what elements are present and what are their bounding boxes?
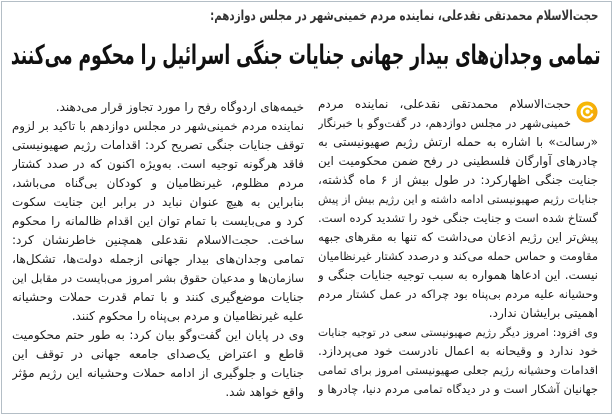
- body-line: وی افزود: امروز دیگر رژیم صهیونیستی سعی در توجیه جنایات: [318, 326, 598, 339]
- body-line: فاقد هرگونه توجیه است. به‌ویژه اکنون که در صدد کشتار: [12, 157, 304, 171]
- body-line: جنایات موضع‌گیری کنند و با تمام قدرت حملات وحشیانه: [12, 290, 304, 304]
- body-line: جنایات و جلوگیری از ادامه حملات وحشیانه این رژیم مؤثر: [12, 366, 304, 380]
- body-line: پیش‌تر این رژیم اذعان می‌داشت که تنها به مقرهای جبهه: [318, 230, 598, 244]
- body-line: بنابراین به هیچ عنوان نباید در برابر این جنایت سکوت: [12, 195, 304, 209]
- body-line: سازمان‌ها و مدعیان حقوق بشر امروز می‌بایست در مقابل این: [12, 272, 304, 285]
- body-line: مردم مظلوم، غیرنظامیان و کودکان بی‌گناه می‌باشد،: [12, 176, 304, 190]
- body-line: خود ندارد و وقیحانه به اعمال نادرست خود می‌پردازد.: [318, 344, 598, 358]
- kicker-box: [210, 6, 598, 26]
- body-line: کرد و می‌بایست با تمام توان این اقدام ظالمانه را محکوم: [12, 214, 304, 228]
- article-column-left: [12, 98, 304, 402]
- body-line: واقع خواهد شد.: [225, 385, 304, 399]
- kicker: حجت‌الاسلام محمدتقی نقدعلی، نماینده مردم خمینی‌شهر در مجلس دوازدهم:: [210, 8, 598, 24]
- body-line: علیه غیرنظامیان و مردم بی‌پناه را محکوم کنند.: [71, 309, 304, 323]
- body-line: ساخت. حجت‌الاسلام نقدعلی همچنین خاطرنشان کرد:: [12, 233, 304, 247]
- body-line: حجت‌الاسلام محمدتقی نقدعلی، نماینده مردم: [318, 97, 571, 111]
- body-line: «رسالت» با اشاره به حمله ارتش رژیم صهیونیستی به: [318, 135, 598, 149]
- newspaper-logo-icon: [576, 101, 598, 123]
- article-column-right: [318, 95, 598, 399]
- headline: تمامی وجدان‌های بیدار جهانی جنایات جنگی اسرائیل را محکوم می‌کنند: [11, 40, 601, 71]
- body-line: مقاومت و حماس حمله می‌کند و درصدد کشتار غیرنظامیان: [318, 249, 598, 263]
- body-line: وحشیانه علیه مردم بی‌پناه بود چراکه در عمل کشتار مردم: [318, 287, 598, 301]
- body-line: جهانیان آشکار است و در دیدگاه تمامی مردم دنیا، چادرها و: [318, 382, 598, 396]
- body-line: نماینده مردم خمینی‌شهر در مجلس دوازدهم با تاکید بر لزوم: [12, 119, 304, 133]
- headline-box: [11, 35, 601, 77]
- body-line: چادرهای آوارگان فلسطینی در رفح ضمن محکومیت این: [318, 154, 598, 168]
- body-line: تمامی وجدان‌های بیدار جهانی ازجمله دولت‌ها، تشکل‌ها،: [12, 252, 304, 266]
- body-line: نیست. این ادعاها همواره به سبب توجیه جنایات جنگی و: [318, 268, 598, 282]
- body-line: قاطع و اعتراض یک‌صدای جامعه جهانی در توقف این: [12, 347, 304, 361]
- body-line: خمینی‌شهر در مجلس دوازدهم، در گفت‌وگو با خبرنگار: [318, 117, 571, 130]
- body-line: اهمیتی برایشان ندارد.: [488, 306, 598, 320]
- body-line: جنایت جنگی اظهارکرد: در طول بیش از ۶ ماه گذشته،: [318, 173, 598, 187]
- body-line: توقف جنایات جنگی تصریح کرد: اقدامات رژیم صهیونیستی: [12, 138, 304, 152]
- body-line: جنایات رژیم صهیونیستی ادامه داشته و این رژیم بیش از پیش: [318, 193, 598, 206]
- body-line: اقدامات وحشیانه رژیم جعلی صهیونیستی امروز برای تمامی: [318, 364, 598, 377]
- body-line: گستاخ شده است و جنایت جنگی خود را تشدید کرده است.: [318, 211, 598, 225]
- body-line: خیمه‌های اردوگاه رفح را مورد تجاوز قرار می‌دهند.: [55, 100, 304, 114]
- body-line: وی در پایان این گفت‌وگو بیان کرد: به طور حتم محکومیت: [12, 328, 304, 342]
